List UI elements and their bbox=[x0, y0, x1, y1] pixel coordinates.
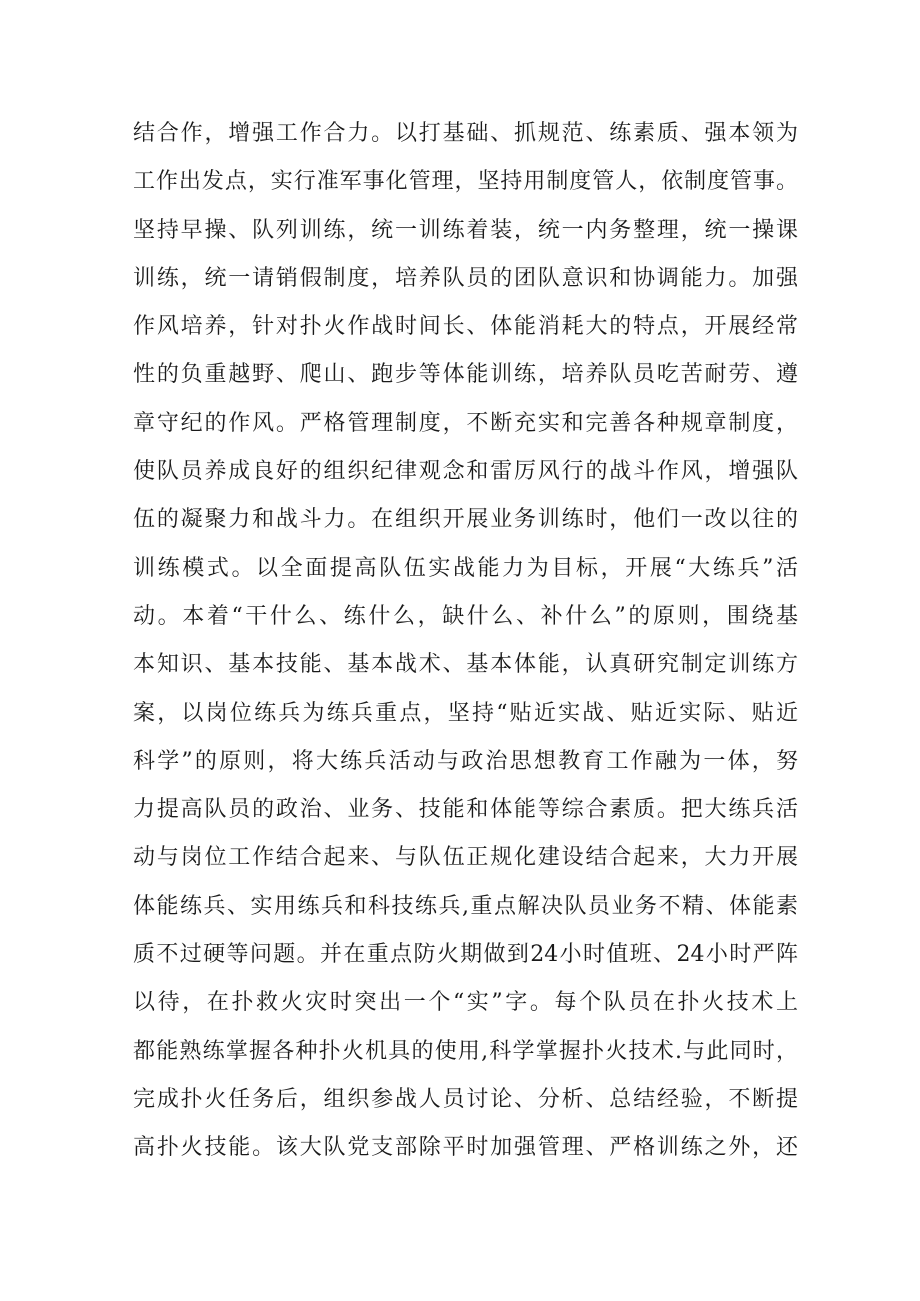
text-line: 训练模式。以全面提高队伍实战能力为目标，开展“大练兵”活 bbox=[133, 555, 798, 581]
text-line: 性的负重越野、爬山、跑步等体能训练，培养队员吃苦耐劳、遵 bbox=[133, 362, 798, 388]
text-line: 动。本着“干什么、练什么，缺什么、补什么”的原则，围绕基 bbox=[133, 603, 798, 629]
text-line: 质不过硬等问题。并在重点防火期做到24小时值班、24小时严阵 bbox=[133, 942, 798, 968]
text-line: 章守纪的作风。严格管理制度，不断充实和完善各种规章制度， bbox=[133, 410, 798, 436]
text-line: 训练，统一请销假制度，培养队员的团队意识和协调能力。加强 bbox=[133, 265, 798, 291]
body-paragraph bbox=[133, 110, 798, 1173]
text-line: 使队员养成良好的组织纪律观念和雷厉风行的战斗作风，增强队 bbox=[133, 459, 798, 485]
text-line: 案，以岗位练兵为练兵重点，坚持“贴近实战、贴近实际、贴近 bbox=[133, 700, 798, 726]
text-line: 坚持早操、队列训练，统一训练着装，统一内务整理，统一操课 bbox=[133, 217, 798, 243]
text-line: 作风培养，针对扑火作战时间长、体能消耗大的特点，开展经常 bbox=[133, 314, 798, 340]
text-line: 科学”的原则，将大练兵活动与政治思想教育工作融为一体，努 bbox=[133, 748, 798, 774]
text-line: 结合作，增强工作合力。以打基础、抓规范、练素质、强本领为 bbox=[133, 121, 798, 146]
text-line: 完成扑火任务后，组织参战人员讨论、分析、总结经验，不断提 bbox=[133, 1086, 798, 1112]
text-line: 伍的凝聚力和战斗力。在组织开展业务训练时，他们一改以往的 bbox=[133, 507, 798, 533]
text-line: 本知识、基本技能、基本战术、基本体能，认真研究制定训练方 bbox=[133, 652, 798, 678]
text-line: 力提高队员的政治、业务、技能和体能等综合素质。把大练兵活 bbox=[133, 797, 798, 823]
text-line: 以待，在扑救火灾时突出一个“实”字。每个队员在扑火技术上 bbox=[133, 990, 798, 1016]
text-line: 体能练兵、实用练兵和科技练兵,重点解决队员业务不精、体能素 bbox=[133, 893, 798, 919]
text-line: 都能熟练掌握各种扑火机具的使用,科学掌握扑火技术.与此同时， bbox=[133, 1038, 798, 1064]
text-line: 高扑火技能。该大队党支部除平时加强管理、严格训练之外，还 bbox=[133, 1135, 798, 1161]
text-line: 工作出发点，实行准军事化管理，坚持用制度管人，依制度管事。 bbox=[133, 169, 798, 195]
text-line: 动与岗位工作结合起来、与队伍正规化建设结合起来，大力开展 bbox=[133, 845, 798, 871]
